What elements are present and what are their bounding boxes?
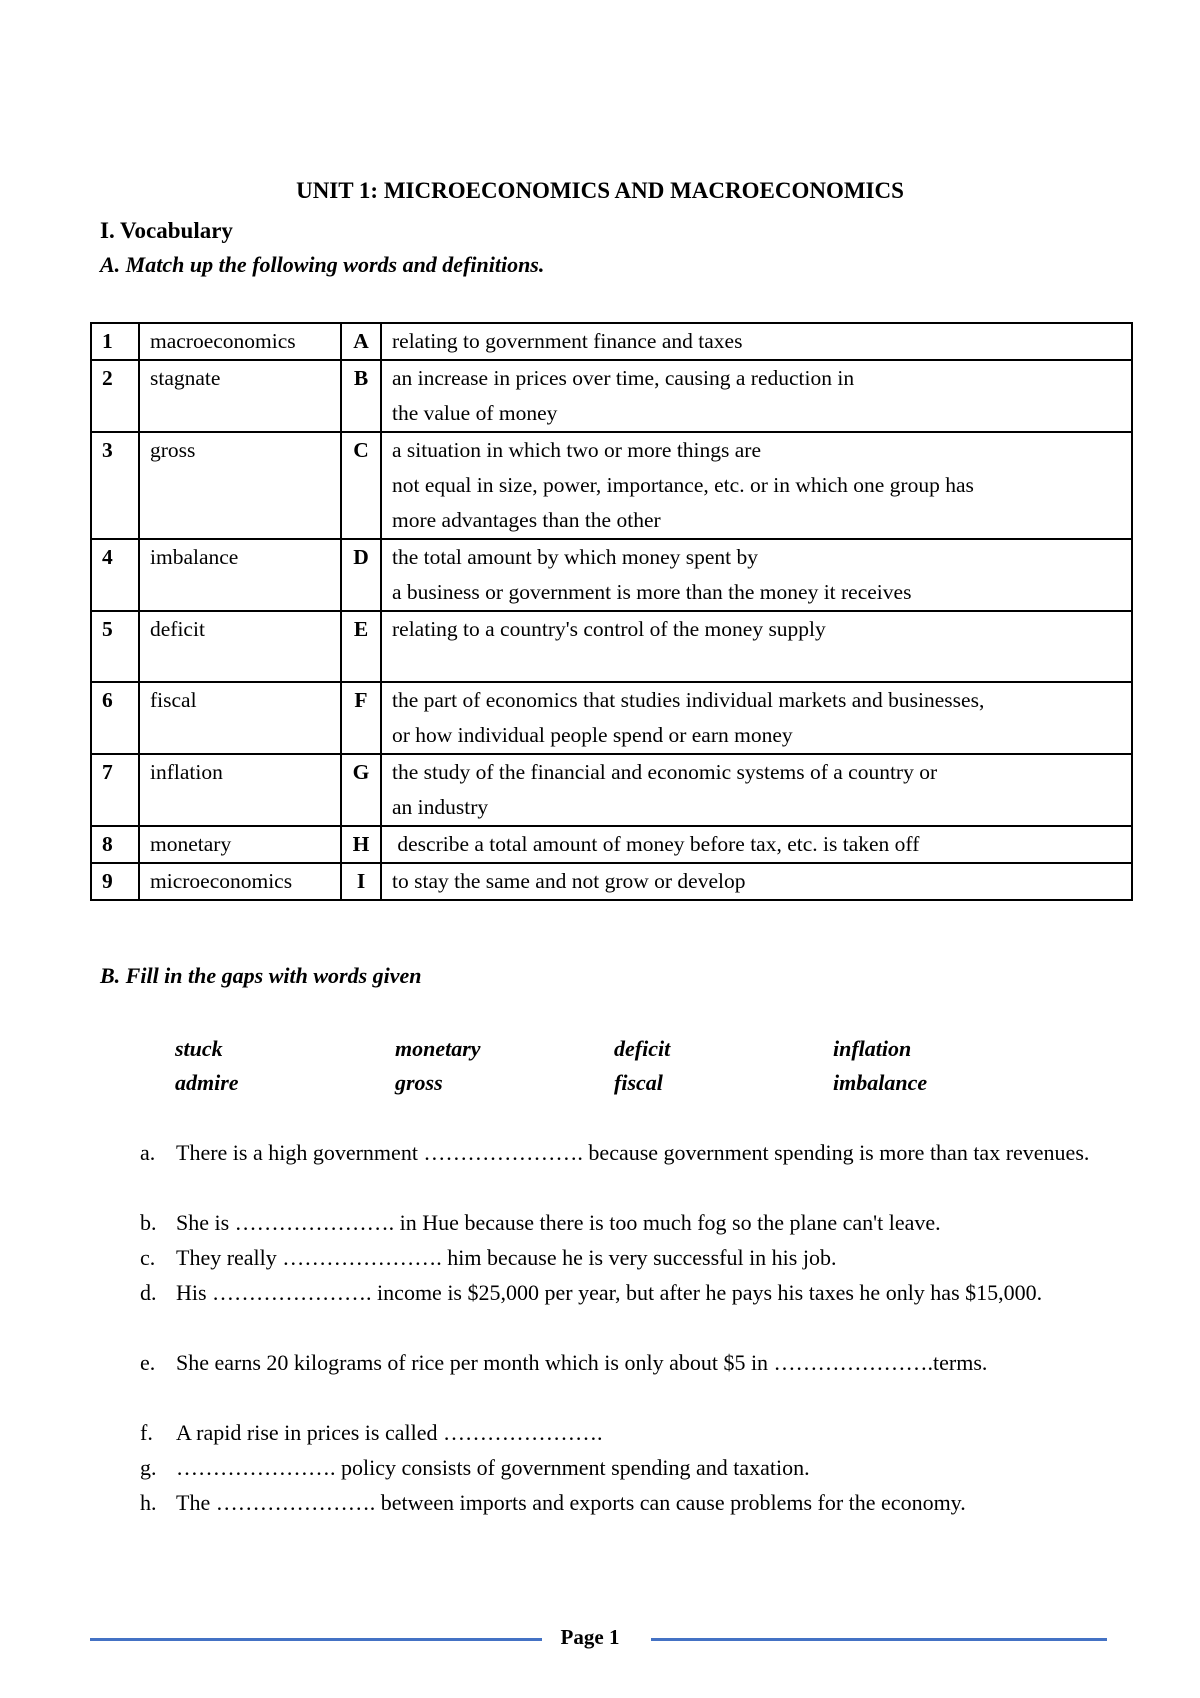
definition <box>381 432 1132 539</box>
table-row <box>91 754 1132 826</box>
definition <box>381 754 1132 826</box>
definition-line: the value of money <box>392 401 558 425</box>
word-bank-item: gross <box>395 1070 443 1095</box>
definition-line: a situation in which two or more things are <box>392 438 762 462</box>
definition-line: an industry <box>392 795 489 819</box>
word-bank-item: stuck <box>175 1036 223 1061</box>
term: stagnate <box>139 360 341 432</box>
item-label: a. <box>140 1140 156 1165</box>
definition-line: an increase in prices over time, causing a reduction in <box>392 366 855 390</box>
definition-letter: D <box>341 539 381 611</box>
row-number: 6 <box>91 682 139 754</box>
table-row <box>91 826 1132 863</box>
definition <box>381 682 1132 754</box>
definition-line: relating to government finance and taxes <box>392 329 743 353</box>
item-text: The …………………. between imports and exports can cause problems for the economy. <box>176 1490 966 1515</box>
word-bank-item: inflation <box>833 1036 912 1061</box>
definition <box>381 539 1132 611</box>
word-bank-item: admire <box>175 1070 239 1095</box>
item-label: g. <box>140 1455 157 1480</box>
row-number: 9 <box>91 863 139 900</box>
term: gross <box>139 432 341 539</box>
row-number: 2 <box>91 360 139 432</box>
row-number: 8 <box>91 826 139 863</box>
item-text: She earns 20 kilograms of rice per month which is only about $5 in ………………….terms. <box>176 1350 988 1375</box>
word-bank-item: monetary <box>395 1036 481 1061</box>
gap-fill-item <box>140 1275 1095 1310</box>
item-text: They really …………………. him because he is very successful in his job. <box>176 1245 837 1270</box>
table-row <box>91 539 1132 611</box>
definition-line: the total amount by which money spent by <box>392 545 759 569</box>
row-number: 7 <box>91 754 139 826</box>
definition-line: or how individual people spend or earn money <box>392 723 793 747</box>
word-bank-item: fiscal <box>614 1070 663 1095</box>
item-text: …………………. policy consists of government spending and taxation. <box>176 1455 810 1480</box>
row-number: 5 <box>91 611 139 682</box>
item-text: His …………………. income is $25,000 per year, but after he pays his taxes he only has $15,000. <box>176 1280 1043 1305</box>
definition <box>381 611 1132 682</box>
table-row <box>91 360 1132 432</box>
definition-line: the part of economics that studies individual markets and businesses, <box>392 688 985 712</box>
definition <box>381 863 1132 900</box>
definition-line: more advantages than the other <box>392 508 661 532</box>
definition-line: relating to a country's control of the money supply <box>392 617 826 641</box>
item-label: b. <box>140 1210 157 1235</box>
term: monetary <box>139 826 341 863</box>
gap-fill-item <box>140 1345 1095 1380</box>
definition-line: the study of the financial and economic systems of a country or <box>392 760 938 784</box>
definition-line: describe a total amount of money before tax, etc. is taken off <box>392 832 920 856</box>
table-row <box>91 682 1132 754</box>
item-text: A rapid rise in prices is called …………………. <box>176 1420 603 1445</box>
definition-letter: H <box>341 826 381 863</box>
term: inflation <box>139 754 341 826</box>
gap-fill-item <box>140 1485 1095 1520</box>
definition-letter: I <box>341 863 381 900</box>
definition-letter: C <box>341 432 381 539</box>
definition-letter: E <box>341 611 381 682</box>
exercise-a-heading: A. Match up the following words and definitions. <box>100 252 545 277</box>
term: imbalance <box>139 539 341 611</box>
gap-fill-item <box>140 1415 1095 1450</box>
definition-letter: A <box>341 323 381 360</box>
item-text: She is …………………. in Hue because there is too much fog so the plane can't leave. <box>176 1210 941 1235</box>
term: microeconomics <box>139 863 341 900</box>
row-number: 4 <box>91 539 139 611</box>
matching-table <box>90 322 1133 901</box>
table-row <box>91 611 1132 682</box>
exercise-b-heading: B. Fill in the gaps with words given <box>100 963 422 988</box>
table-row <box>91 432 1132 539</box>
footer-rule-right <box>651 1638 1107 1641</box>
item-label: e. <box>140 1350 156 1375</box>
definition-line: not equal in size, power, importance, etc. or in which one group has <box>392 473 974 497</box>
term: fiscal <box>139 682 341 754</box>
table-row <box>91 863 1132 900</box>
definition-line: a business or government is more than the money it receives <box>392 580 912 604</box>
item-label: f. <box>140 1420 153 1445</box>
footer-rule-left <box>90 1638 542 1641</box>
word-bank-item: deficit <box>614 1036 671 1061</box>
definition-line: to stay the same and not grow or develop <box>392 869 746 893</box>
definition-letter: B <box>341 360 381 432</box>
gap-fill-item <box>140 1135 1095 1170</box>
term: macroeconomics <box>139 323 341 360</box>
gap-fill-item <box>140 1450 1095 1485</box>
table-row <box>91 323 1132 360</box>
word-bank-item: imbalance <box>833 1070 928 1095</box>
row-number: 3 <box>91 432 139 539</box>
definition <box>381 323 1132 360</box>
term: deficit <box>139 611 341 682</box>
row-number: 1 <box>91 323 139 360</box>
item-text: There is a high government …………………. because government spending is more than tax revenues. <box>176 1140 1090 1165</box>
definition <box>381 360 1132 432</box>
section-heading-vocabulary: I. Vocabulary <box>100 218 233 243</box>
gap-fill-item <box>140 1205 1095 1240</box>
definition-letter: G <box>341 754 381 826</box>
item-label: h. <box>140 1490 157 1515</box>
item-label: d. <box>140 1280 157 1305</box>
item-label: c. <box>140 1245 156 1270</box>
definition <box>381 826 1132 863</box>
page-number: Page 1 <box>560 1625 620 1649</box>
gap-fill-item <box>140 1240 1095 1275</box>
page-title: UNIT 1: MICROECONOMICS AND MACROECONOMICS <box>296 178 904 203</box>
definition-letter: F <box>341 682 381 754</box>
